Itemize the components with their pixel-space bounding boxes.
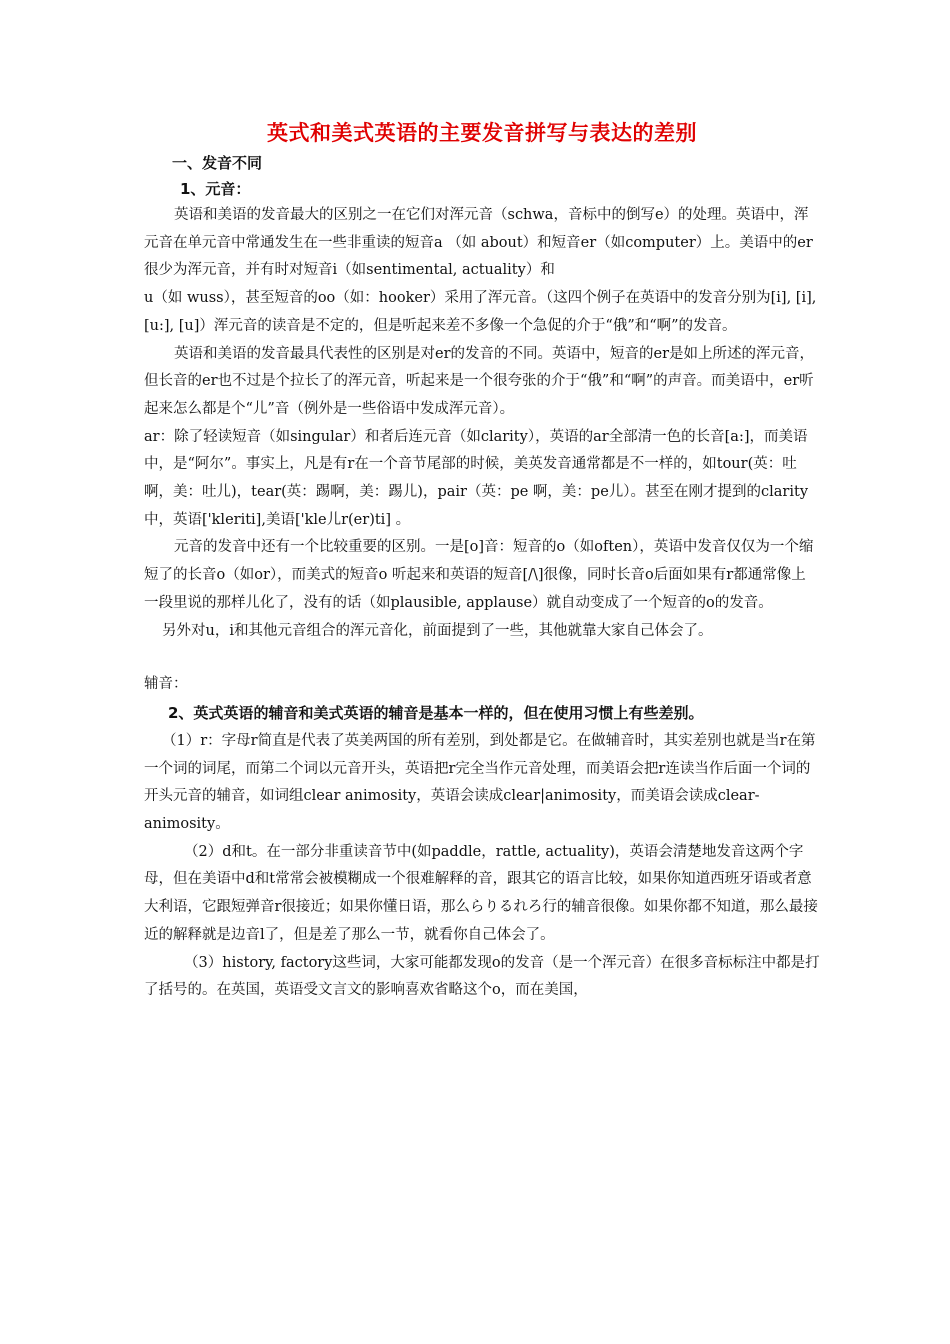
paragraph-schwa-cont: u（如 wuss），甚至短音的oo（如：hooker）采用了浑元音。（这四个例子在英语中的发音分别为[i], [i], [u:], [u]）浑元音的读音是不定的，但是听起来差不多像一个急促的介于“俄”和“啊”的发音。 (144, 290, 817, 334)
paragraph-consonant-d-t: （2）d和t。在一部分非重读音节中(如paddle，rattle, actuality)，英语会清楚地发音这两个字母，但在美语中d和t常常会被模糊成一个很难解释的音，跟其它的语言比较，如果你知道西班牙语或者意大利语，它跟短弹音r很接近；如果你懂日语，那么らりるれろ行的辅音很像。如果你都不知道，那么最接近的解释就是边音l了，但是差了那么一节，就看你自己体会了。 (144, 843, 818, 943)
paragraph-schwa: 英语和美语的发音最大的区别之一在它们对浑元音（schwa，音标中的倒写e）的处理。英语中，浑元音在单元音中常通发生在一些非重读的短音a （如 about）和短音er（如computer）上。美语中的er很少为浑元音，并有时对短音i（如sentimental, actuality）和 (144, 207, 813, 279)
spacer (144, 645, 820, 671)
page-title: 英式和美式英语的主要发音拼写与表达的差别 (267, 120, 697, 145)
subheading-vowels: 1、元音： (180, 180, 251, 198)
paragraph-history-factory: （3）history, factory这些词，大家可能都发现o的发音（是一个浑元音）在很多音标标注中都是打了括号的。在英国，英语受文言文的影响喜欢省略这个o，而在美国， (144, 954, 820, 999)
section-heading-pronunciation: 一、发音不同 (172, 154, 263, 172)
consonant-label: 辅音： (144, 676, 188, 693)
paragraph-o-sound: 元音的发音中还有一个比较重要的区别。一是[o]音：短音的o（如often），英语中发音仅仅为一个缩短了的长音o（如or），而美式的短音o 听起来和英语的短音[/\]很像，同时长音o后面如果有r都通常像上一段里说的那样儿化了，没有的话（如plausible, applause）就自动变成了一个短音的o的发音。 (144, 539, 814, 611)
paragraph-other-vowels: 另外对u，i和其他元音组合的浑元音化，前面提到了一些，其他就靠大家自己体会了。 (162, 622, 713, 639)
subheading-consonants: 2、英式英语的辅音和美式英语的辅音是基本一样的，但在使用习惯上有些差别。 (168, 703, 704, 722)
paragraph-consonant-r: （1）r：字母r简直是代表了英美两国的所有差别，到处都是它。在做辅音时，其实差别也就是当r在第一个词的词尾，而第二个词以元音开头，英语把r完全当作元音处理，而美语会把r连读当作后面一个词的开头元音的辅音，如词组clear animosity，英语会读成clear|animosity，而美语会读成clear-animosity。 (144, 732, 816, 833)
paragraph-er: 英语和美语的发音最具代表性的区别是对er的发音的不同。英语中，短音的er是如上所述的浑元音，但长音的er也不过是个拉长了的浑元音，听起来是一个很夸张的介于“俄”和“啊”的声音。而美语中，er听起来怎么都是个“儿”音（例外是一些俗语中发成浑元音）。 (144, 345, 815, 417)
paragraph-ar: ar：除了轻读短音（如singular）和者后连元音（如clarity），英语的ar全部清一色的长音[a:]，而美语中，是“阿尔”。事实上，凡是有r在一个音节尾部的时候，美英发音通常都是不一样的，如tour(英：吐啊，美：吐儿)，tear(英：踢啊，美：踢儿)，pair（英：pe 啊，美：pe儿）。甚至在刚才提到的clarity中，英语['kleriti],美语['kle儿r(er)ti] 。 (144, 428, 809, 528)
